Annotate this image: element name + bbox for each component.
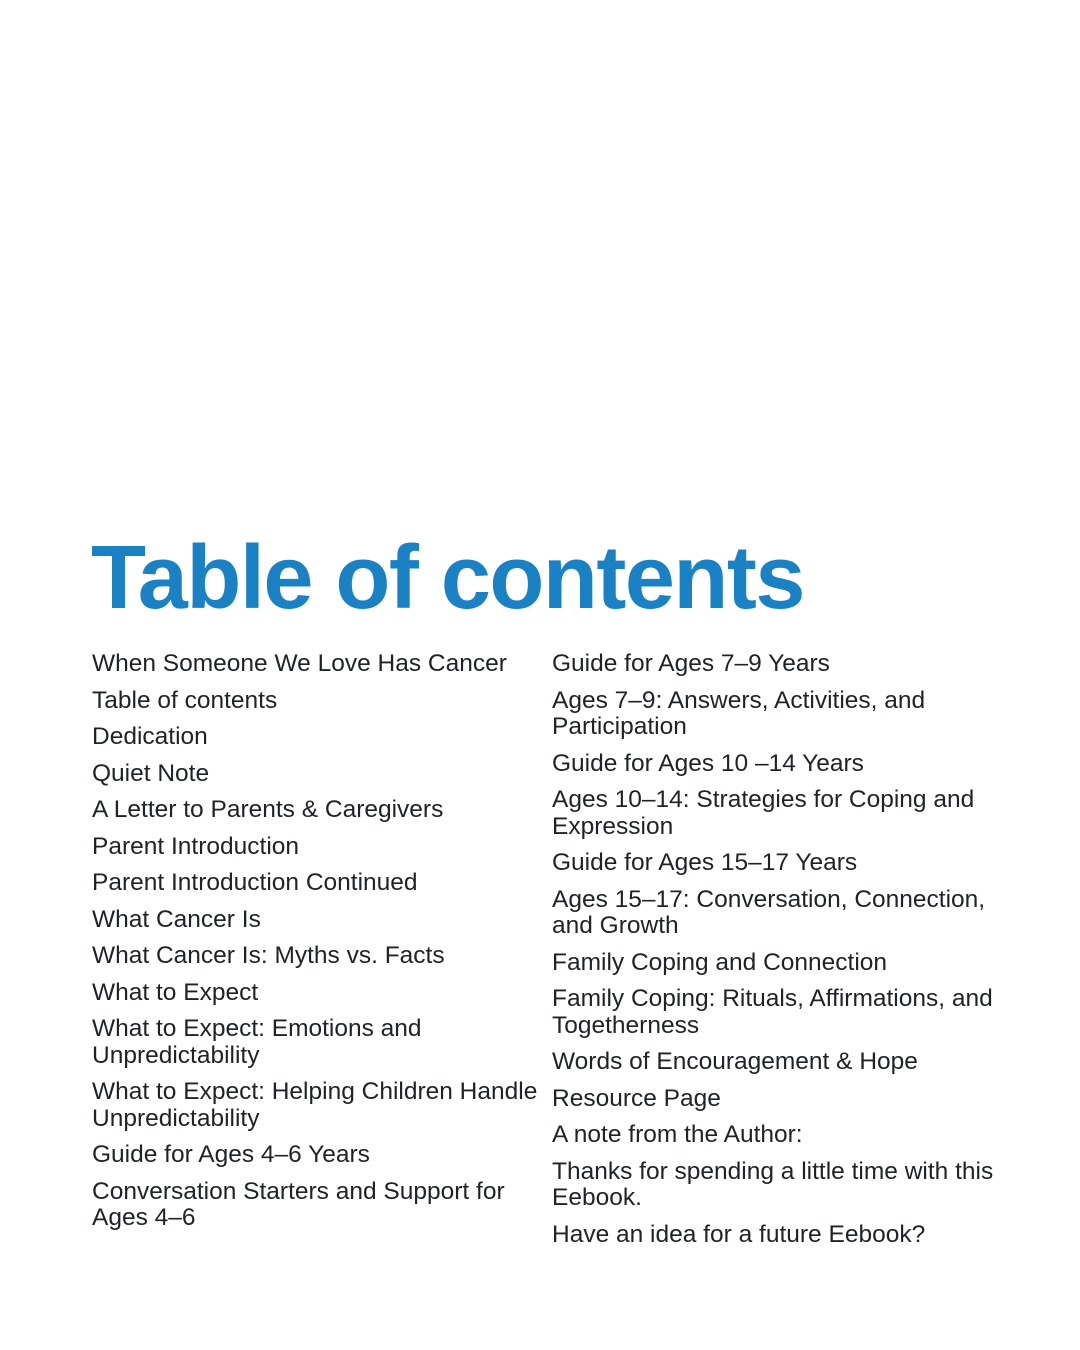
toc-entry[interactable]: Family Coping: Rituals, Affirmations, and Togetherness bbox=[552, 985, 993, 1039]
toc-entry[interactable]: What Cancer Is: Myths vs. Facts bbox=[92, 942, 445, 969]
toc-entry[interactable]: Dedication bbox=[92, 723, 208, 750]
toc-entry[interactable]: Guide for Ages 15–17 Years bbox=[552, 849, 858, 876]
toc-entry[interactable]: When Someone We Love Has Cancer bbox=[92, 650, 507, 677]
toc-entry[interactable]: Guide for Ages 10 –14 Years bbox=[552, 749, 864, 777]
toc-entry[interactable]: Thanks for spending a little time with this Eebook. bbox=[552, 1157, 994, 1211]
toc-entry[interactable]: Ages 7–9: Answers, Activities, and Participation bbox=[552, 686, 926, 740]
toc-column-right bbox=[552, 651, 997, 1258]
toc-entry[interactable]: Guide for Ages 7–9 Years bbox=[552, 650, 830, 677]
toc-entry[interactable]: Ages 15–17: Conversation, Connection, and Growth bbox=[552, 885, 986, 939]
toc-entry[interactable]: What to Expect: Emotions and Unpredictability bbox=[92, 1015, 422, 1069]
page-title: Table of contents bbox=[91, 528, 804, 628]
toc-column-left bbox=[92, 651, 542, 1242]
toc-entry[interactable]: Ages 10–14: Strategies for Coping and Expression bbox=[552, 786, 975, 840]
toc-entry[interactable]: What Cancer Is bbox=[92, 905, 261, 933]
toc-entry[interactable]: A Letter to Parents & Caregivers bbox=[92, 796, 444, 823]
toc-entry[interactable]: Family Coping and Connection bbox=[552, 948, 888, 976]
toc-entry[interactable]: Table of contents bbox=[92, 686, 278, 714]
toc-entry[interactable]: Quiet Note bbox=[92, 759, 210, 787]
toc-entry[interactable]: Conversation Starters and Support for Ages 4–6 bbox=[92, 1177, 505, 1231]
toc-entry[interactable]: Resource Page bbox=[552, 1084, 721, 1112]
toc-entry[interactable]: Guide for Ages 4–6 Years bbox=[92, 1141, 370, 1168]
toc-entry[interactable]: What to Expect: Helping Children Handle Unpredictability bbox=[92, 1078, 538, 1132]
toc-entry[interactable]: What to Expect bbox=[92, 978, 259, 1006]
toc-entry[interactable]: A note from the Author: bbox=[552, 1121, 803, 1148]
toc-entry[interactable]: Parent Introduction bbox=[92, 832, 300, 860]
toc-entry[interactable]: Parent Introduction Continued bbox=[92, 869, 418, 896]
toc-entry[interactable]: Words of Encouragement & Hope bbox=[552, 1048, 918, 1075]
toc-entry[interactable]: Have an idea for a future Eebook? bbox=[552, 1220, 926, 1248]
